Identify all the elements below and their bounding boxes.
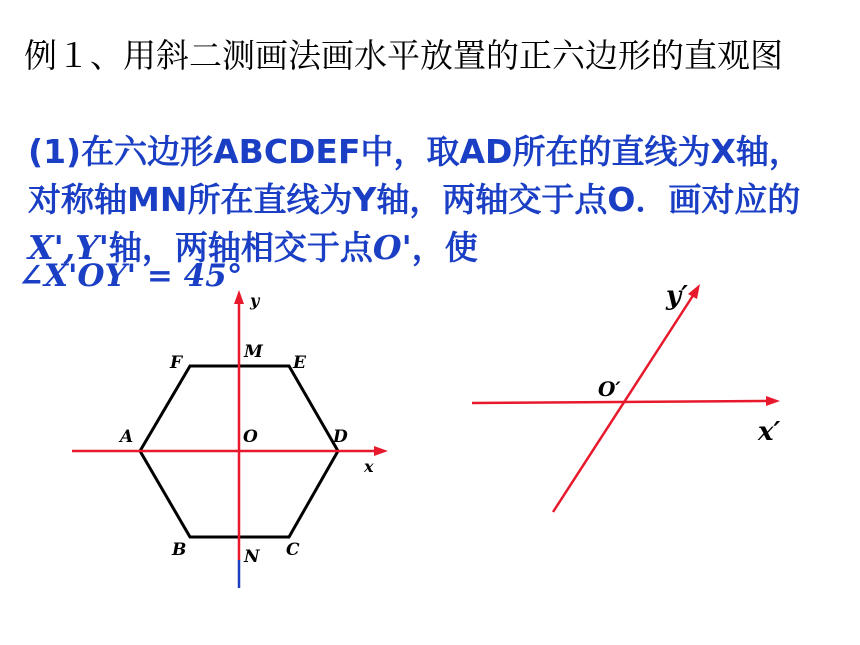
label-y: y [250,291,260,310]
label-E: E [293,353,306,373]
label-x: x [364,457,374,476]
label-A: A [120,427,134,447]
label-D: D [333,427,348,447]
example-title: 例１、用斜二测画法画水平放置的正六边形的直观图 [24,36,783,75]
step-1-part1: (1)在六边形ABCDEF中，取AD所在的直线为X轴，对称轴MN所在直线为Y轴，两轴交于点O．画对应的 [28,132,802,219]
step-1-part3: ，使 [411,228,478,267]
oblique-x-axis [472,401,768,403]
angle-formula: ∠X'OY' = 45° [18,258,243,294]
oblique-y-arrow [688,284,700,299]
label-o-prime: O′ [598,377,621,401]
label-x-prime: x′ [758,417,781,447]
oblique-x-arrow [766,396,780,406]
label-F: F [170,353,183,373]
y-axis-arrow [234,290,244,304]
step-1-part2: 轴，两轴相交于点 [108,228,373,267]
axes-symbol: X',Y' [28,228,109,267]
label-C: C [286,540,300,560]
label-N: N [244,547,260,567]
label-y-prime: y′ [666,281,688,311]
origin-symbol: O' [372,228,412,267]
label-B: B [172,540,187,560]
label-M: M [244,342,263,362]
x-axis-arrow [374,446,388,456]
label-O: O [243,427,258,447]
